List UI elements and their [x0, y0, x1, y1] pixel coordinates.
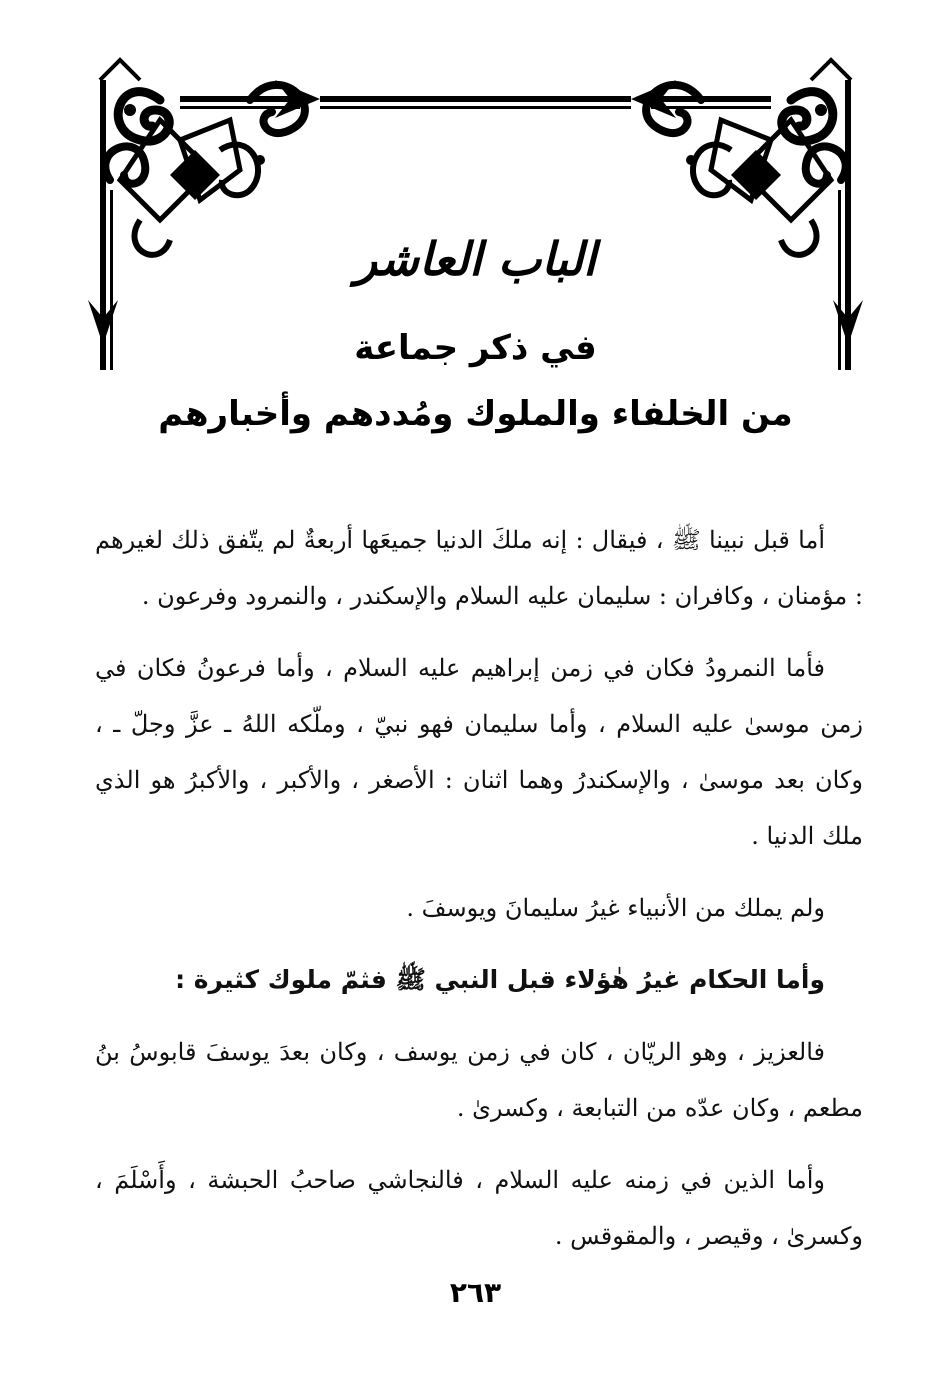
paragraph-6: وأما الذين في زمنه عليه السلام ، فالنجاشي صاحبُ الحبشة ، وأَسْلَمَ ، وكسرىٰ ، وقيصر ، والمقوقس .	[95, 1166, 863, 1250]
paragraph-4-heading: وأما الحكام غيرُ هٰؤلاء قبل النبي ﷺ فثمّ ملوك كثيرة :	[175, 965, 825, 994]
paragraph-2: فأما النمرودُ فكان في زمن إبراهيم عليه السلام ، وأما فرعونُ فكان في زمن موسىٰ عليه السلام ، وأما سليمان فهو نبيّ ، وملّكه اللهُ ـ عزَّ وجلّ ـ ، وكان بعد موسىٰ ، والإسكندرُ وهما اثنان : الأصغر ، والأكبر ، والأكبرُ هو الذي ملك الدنيا .	[95, 654, 863, 850]
page-number: ٢٦٣	[449, 1276, 502, 1309]
paragraph-3: ولم يملك من الأنبياء غيرُ سليمانَ ويوسفَ .	[406, 894, 825, 922]
paragraph-1: أما قبل نبينا ﷺ ، فيقال : إنه ملكَ الدنيا جميعَها أربعةٌ لم يتّفق ذلك لغيرهم : مؤمنان ، وكافران : سليمان عليه السلام والإسكندر ، والنمرود وفرعون .	[95, 526, 863, 610]
body-text	[95, 512, 863, 1280]
chapter-subtitle-line-1: في ذكر جماعة	[354, 328, 597, 368]
chapter-title: الباب العاشر	[355, 232, 596, 286]
paragraph-5: فالعزيز ، وهو الريّان ، كان في زمن يوسف ، وكان بعدَ يوسفَ قابوسُ بنُ مطعم ، وكان عدّه من التبابعة ، وكسرىٰ .	[95, 1038, 863, 1122]
chapter-subtitle-line-2: من الخلفاء والملوك ومُددهم وأخبارهم	[158, 394, 793, 434]
